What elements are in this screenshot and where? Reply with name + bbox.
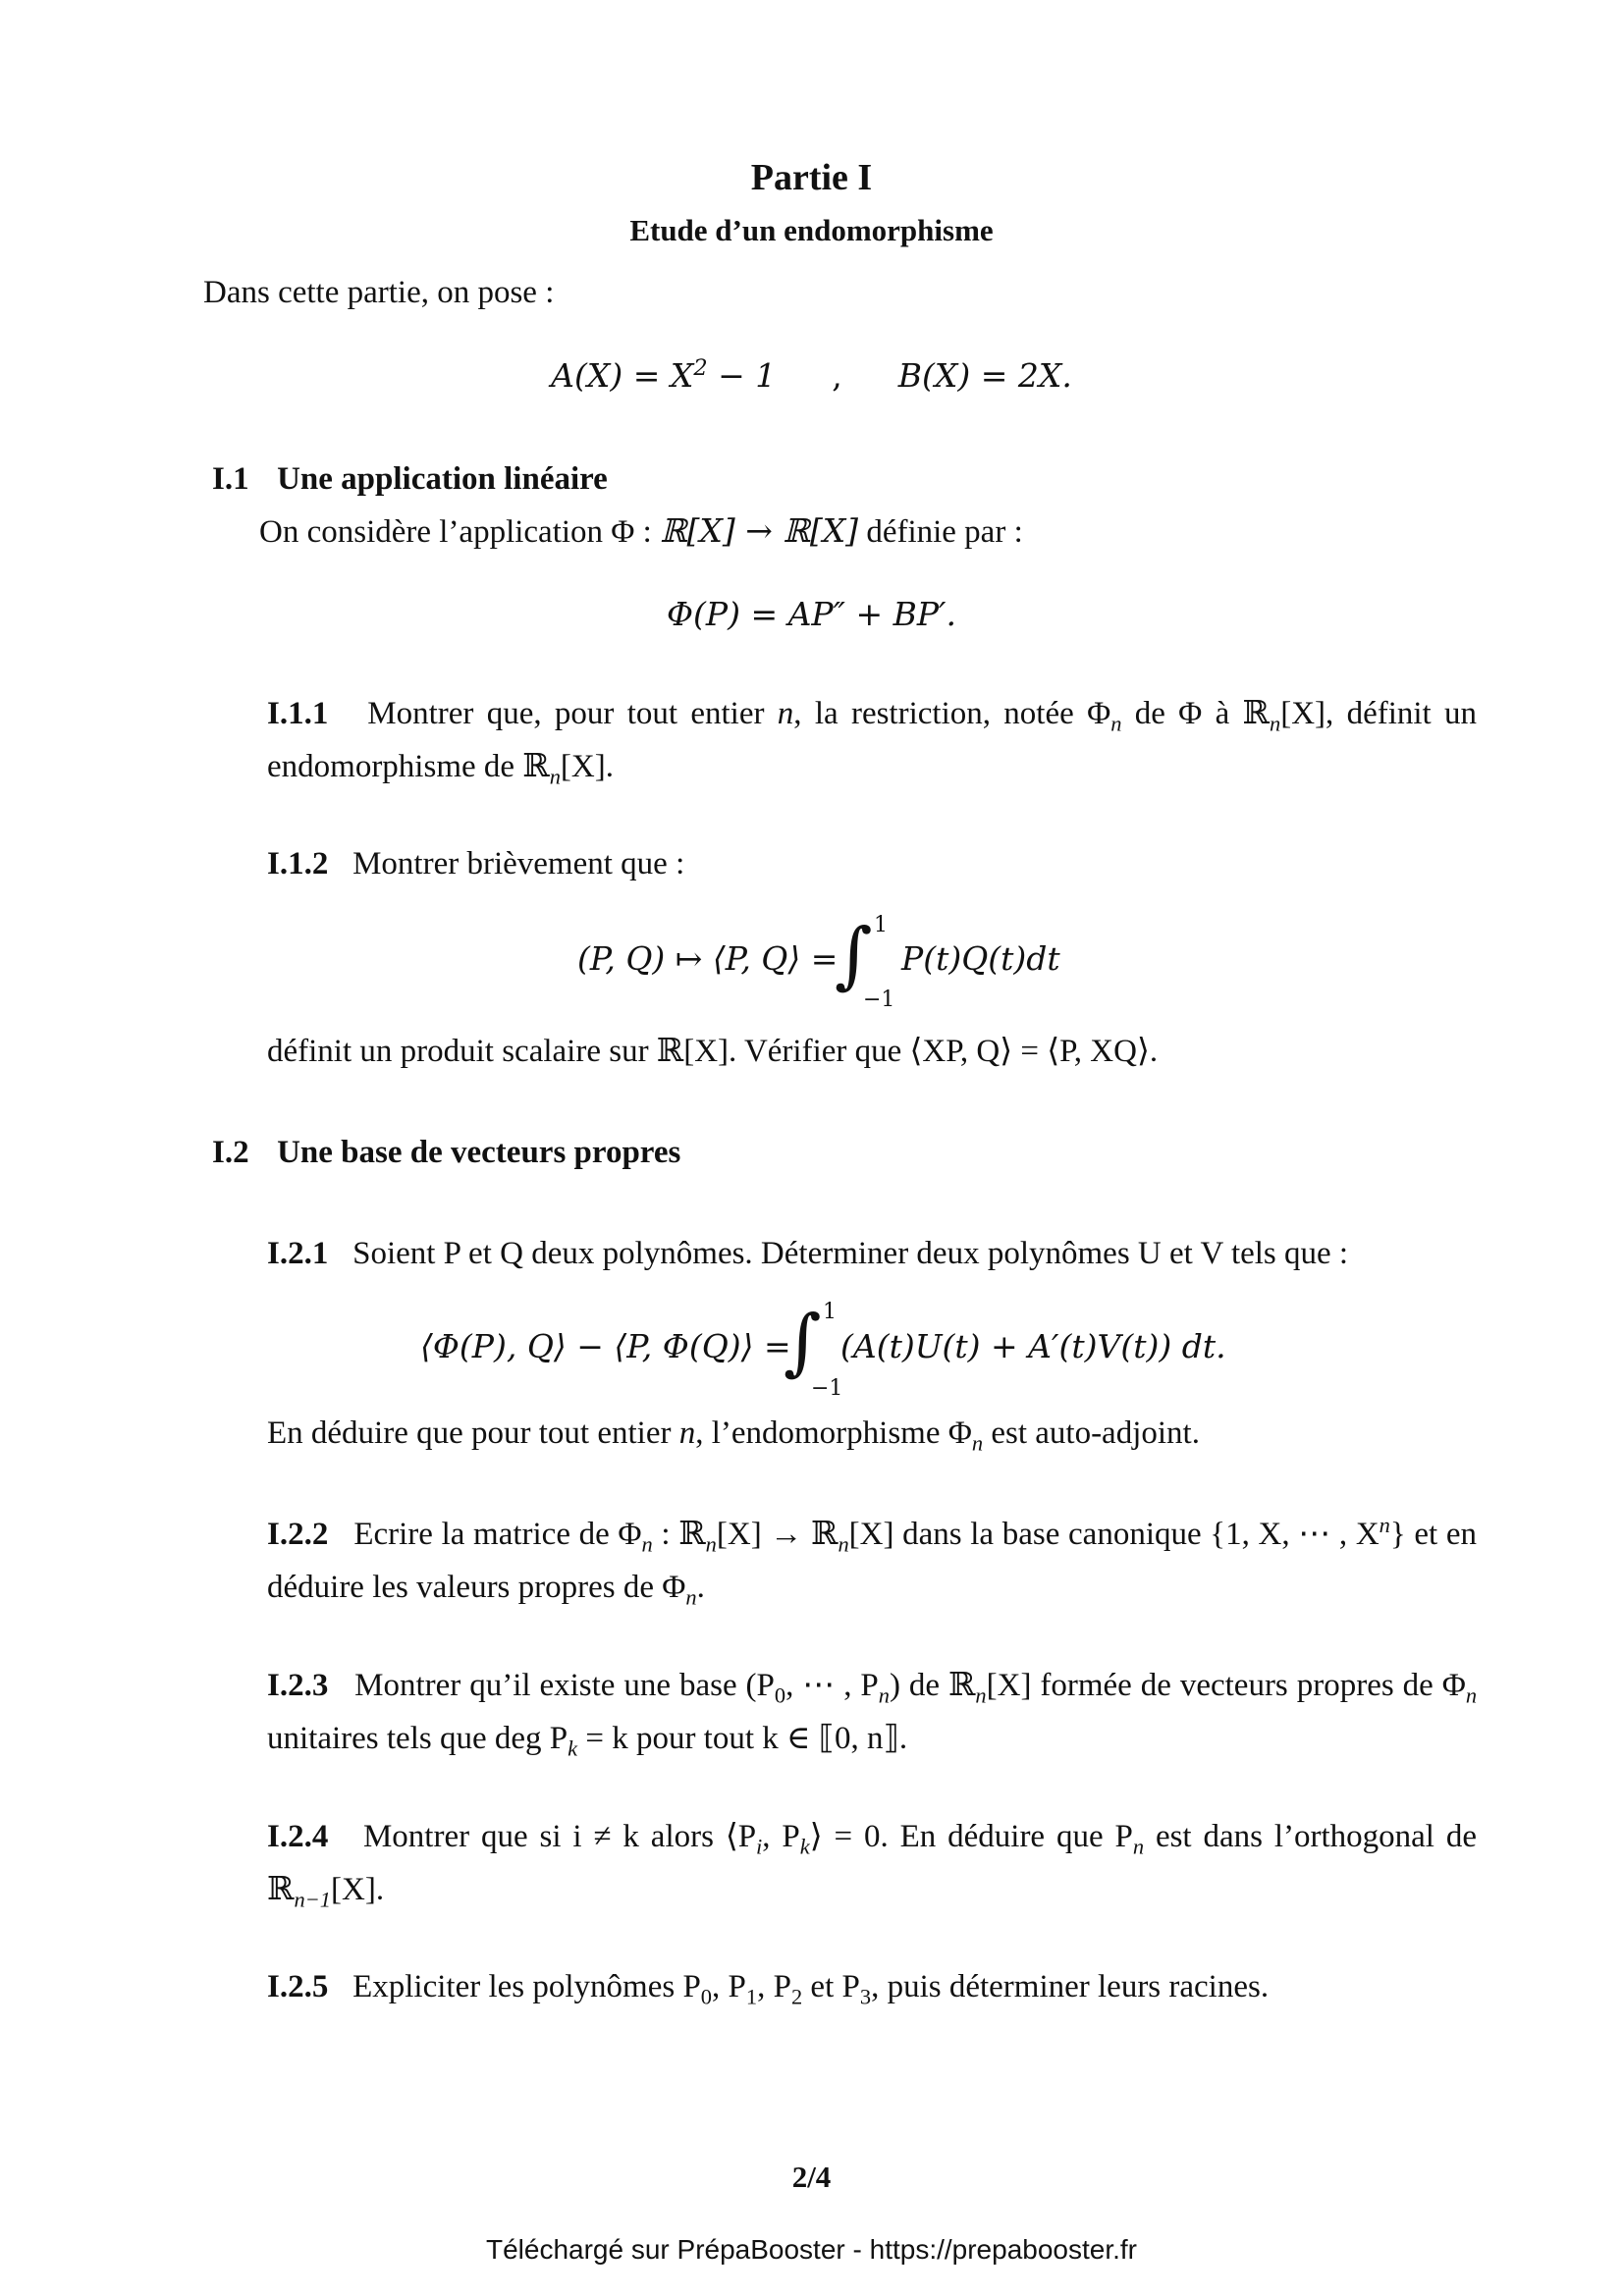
question-2-1-after: En déduire que pour tout entier n, l’endomorphisme $\Phi_n$ est auto-adjoint.	[267, 1415, 1200, 1456]
eq-B: B(X) = 2X.	[897, 356, 1072, 395]
question-2-1: I.2.1 Soient P et Q deux polynômes. Déterminer deux polynômes U et V tels que :	[267, 1236, 1349, 1271]
eq-A: $A(X) = X^2 - 1$	[551, 355, 777, 395]
question-number: I.2.4	[267, 1819, 329, 1854]
part-subtitle: Etude d’un endomorphisme	[629, 213, 994, 247]
eq-separator: ,	[832, 356, 842, 395]
part-title: Partie I	[750, 157, 873, 198]
phi-definition: Φ(P) = AP″ + BP′.	[666, 595, 957, 633]
question-1-1: I.1.1 Montrer que, pour tout entier n, la restriction, notée $\Phi_n$ de Φ à ℝ$_n$[X], définit un endomorphisme de ℝ$_n$[X].	[267, 696, 1478, 789]
question-number: I.1.2	[267, 846, 329, 881]
page-number: 2/4	[791, 2160, 832, 2194]
question-2-3: I.2.3 Montrer qu’il existe une base ($P_0$, ⋯ , $P_n$) de ℝ$_n$[X] formée de vecteurs propres de $\Phi_n$ unitaires tels que deg $P_k = k$ pour tout k ∈ ⟦0, n⟧.	[267, 1668, 1478, 1761]
question-1-2-after: définit un produit scalaire sur ℝ[X]. Vérifier que ⟨XP, Q⟩ = ⟨P, XQ⟩.	[267, 1034, 1159, 1069]
question-2-4: I.2.4 Montrer que si i ≠ k alors $⟨P_i$, $P_k⟩ = 0$. En déduire que $P_n$ est dans l’orthogonal de ℝ$_{n-1}$[X].	[267, 1819, 1477, 1912]
question-number: I.1.1	[267, 696, 329, 731]
section-1-lead: On considère l’application Φ : ℝ[X] → ℝ[X] définie par :	[259, 511, 1023, 550]
map-signature: ℝ[X] → ℝ[X]	[660, 511, 859, 550]
adjoint-equation: ⟨Φ(P), Q⟩ − ⟨P, Φ(Q)⟩ = ∫ 1 −1 (A(t)U(t) + A′(t)V(t)) dt.	[420, 1300, 1226, 1401]
section-number: I.2	[212, 1135, 249, 1170]
intro-text: Dans cette partie, on pose :	[203, 275, 555, 310]
question-2-5: I.2.5 Expliciter les polynômes $P_0$, $P_1$, $P_2$ et $P_3$, puis déterminer leurs racines.	[267, 1969, 1270, 2009]
section-title: Une application linéaire	[277, 461, 608, 497]
integral-sign: ∫	[784, 1300, 822, 1384]
question-number: I.2.3	[267, 1668, 329, 1703]
question-1-2: I.1.2 Montrer brièvement que :	[267, 846, 685, 881]
question-number: I.2.2	[267, 1517, 329, 1552]
question-2-2: I.2.2 Ecrire la matrice de $\Phi_n$ : ℝ$_n$[X] → ℝ$_n$[X] dans la base canonique {1, X, ⋯ , $X^n$} et en déduire les valeurs propres de $\Phi_n$.	[267, 1513, 1477, 1610]
section-title: Une base de vecteurs propres	[277, 1135, 681, 1170]
section-1-heading	[212, 463, 608, 496]
question-number: I.2.5	[267, 1969, 329, 2004]
question-number: I.2.1	[267, 1236, 329, 1271]
download-credit: Téléchargé sur PrépaBooster - https://prepabooster.fr	[485, 2234, 1138, 2265]
section-number: I.1	[212, 461, 249, 497]
inner-product-equation: (P, Q) ↦ ⟨P, Q⟩ = ∫ 1 −1 P(t)Q(t)dt	[577, 913, 1060, 1012]
intro-equation	[0, 355, 1623, 395]
section-2-heading	[212, 1137, 680, 1169]
integral-sign: ∫	[835, 913, 873, 997]
